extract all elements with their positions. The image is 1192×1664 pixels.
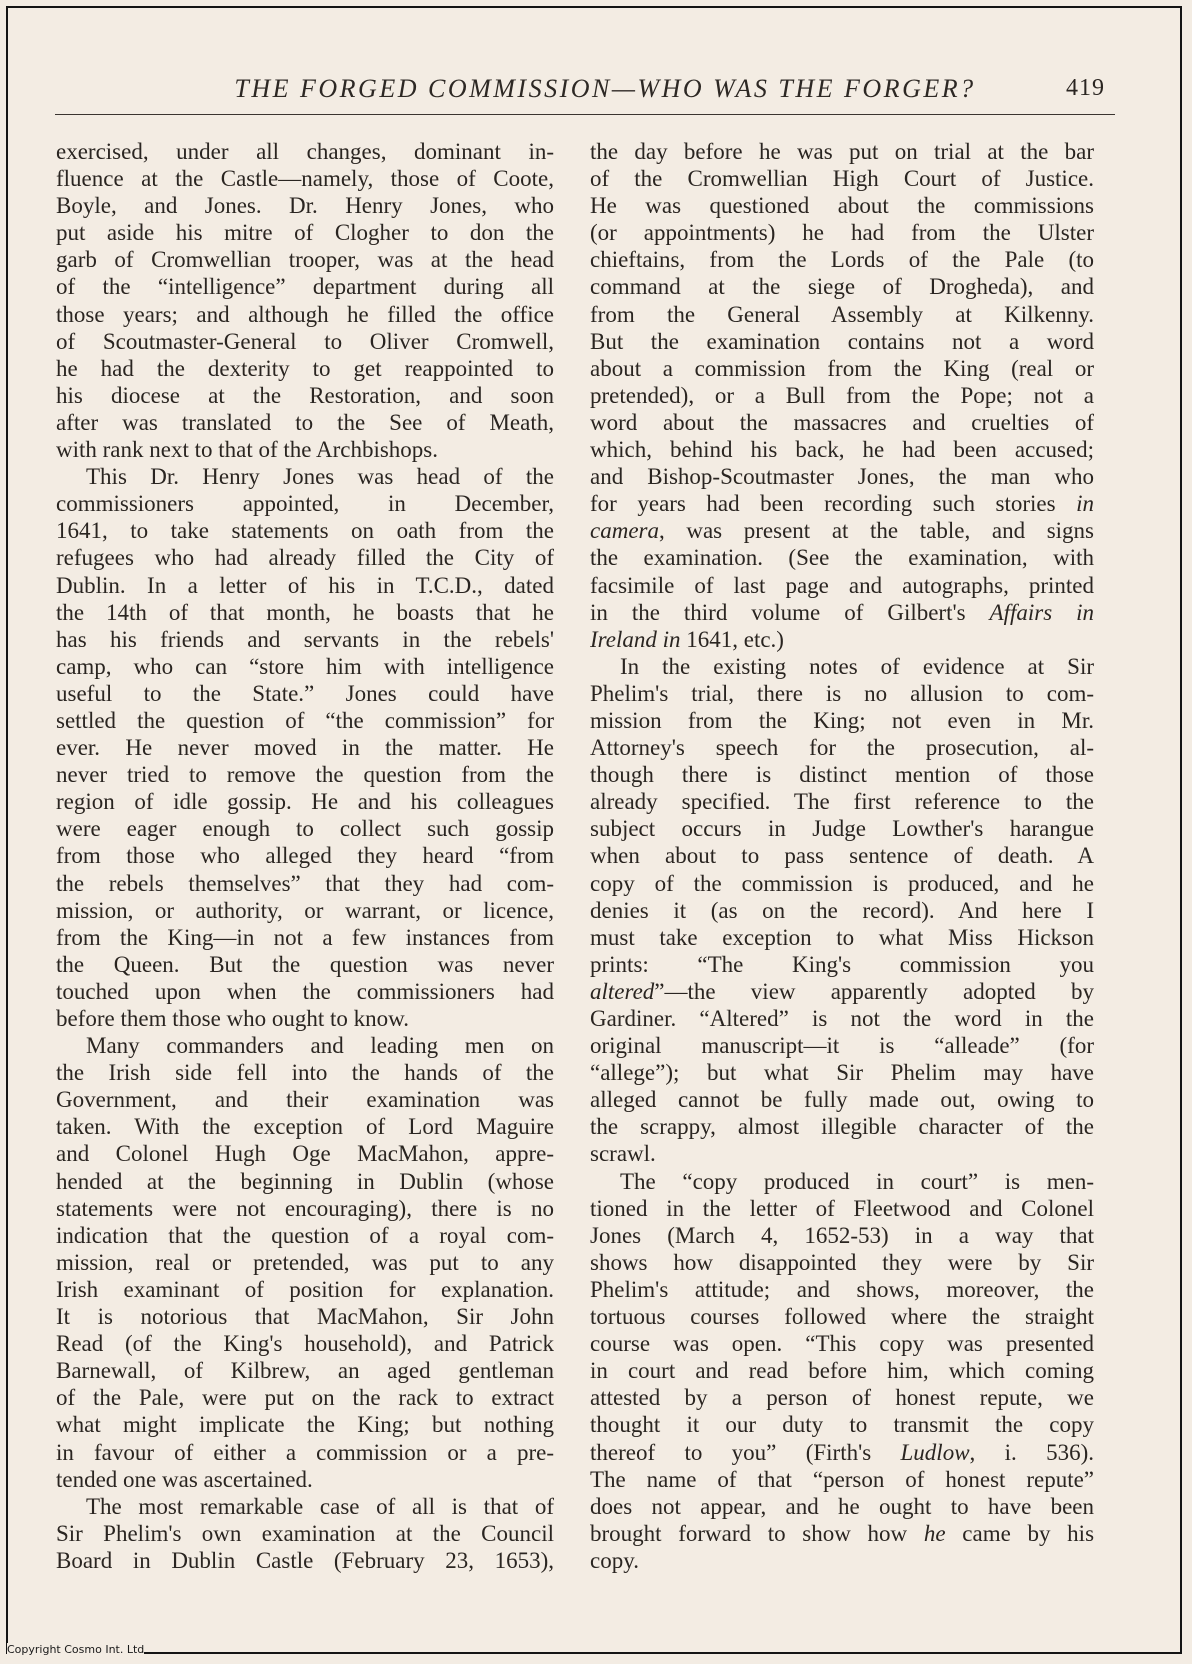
text-line: (or appointments) he had from the Ulster <box>590 220 1094 246</box>
text-line: already specified. The first reference to the <box>590 789 1094 815</box>
text-line: tioned in the letter of Fleetwood and Colonel <box>590 1195 1094 1221</box>
text-line: when about to pass sentence of death. A <box>590 843 1094 869</box>
text-line: Irish examinant of position for explanation. <box>56 1276 554 1302</box>
text-line: in favour of either a commission or a pre- <box>56 1439 554 1465</box>
text-run: for years had been recording such stories <box>590 491 1056 517</box>
text-line: the rebels themselves” that they had com- <box>56 870 554 896</box>
text-line: mission, or authority, or warrant, or licence, <box>56 897 554 923</box>
text-line: of the Cromwellian High Court of Justice. <box>590 166 1094 192</box>
text-line: It is notorious that MacMahon, Sir John <box>56 1304 554 1330</box>
text-line: Jones (March 4, 1652-53) in a way that <box>590 1222 1094 1248</box>
text-line: region of idle gossip. He and his colleagues <box>56 789 554 815</box>
text-line: copy of the commission is produced, and he <box>590 870 1094 896</box>
page-header <box>55 74 1115 115</box>
italic-run: camera <box>590 518 659 544</box>
text-line: settled the question of “the commission” for <box>56 707 554 733</box>
text-line: Many commanders and leading men on <box>86 1033 554 1059</box>
text-line: tended one was ascertained. <box>56 1466 313 1492</box>
text-line: were eager enough to collect such gossip <box>56 816 554 842</box>
text-line: chieftains, from the Lords of the Pale (to <box>590 247 1094 273</box>
text-line: alleged cannot be fully made out, owing to <box>590 1087 1094 1113</box>
text-line: Boyle, and Jones. Dr. Henry Jones, who <box>56 193 554 219</box>
italic-run: he <box>923 1520 946 1546</box>
text-run: , was present at the table, and signs <box>658 518 1094 544</box>
text-line: original manuscript—it is “alleade” (for <box>590 1033 1094 1059</box>
text-line: the 14th of that month, he boasts that he <box>56 599 554 625</box>
text-line: This Dr. Henry Jones was head of the <box>86 464 554 490</box>
text-line: “allege”); but what Sir Phelim may have <box>590 1060 1094 1086</box>
italic-run: altered <box>590 978 655 1004</box>
text-line: denies it (as on the record). And here I <box>590 897 1094 923</box>
text-line: after was translated to the See of Meath, <box>56 409 554 435</box>
text-line: about a commission from the King (real or <box>590 355 1094 381</box>
text-line: from those who alleged they heard “from <box>56 843 554 869</box>
text-line: attested by a person of honest repute, we <box>590 1385 1094 1411</box>
text-run: 1641, etc.) <box>680 626 784 652</box>
right-column <box>590 138 1094 1574</box>
text-line: indication that the question of a royal com- <box>56 1222 554 1248</box>
text-line: thought it our duty to transmit the copy <box>590 1412 1094 1438</box>
text-line: though there is distinct mention of those <box>590 762 1094 788</box>
running-title: THE FORGED COMMISSION—WHO WAS THE FORGER? <box>234 74 976 103</box>
text-line: facsimile of last page and autographs, printed <box>590 572 1094 598</box>
text-line: of the “intelligence” department during all <box>56 274 554 300</box>
text-line: in court and read before him, which coming <box>590 1358 1094 1384</box>
text-line: mission, real or pretended, was put to any <box>56 1249 554 1275</box>
text-line: the examination. (See the examination, with <box>590 545 1094 571</box>
text-line: subject occurs in Judge Lowther's harangue <box>590 816 1094 842</box>
italic-run: Ludlow <box>900 1439 970 1465</box>
text-line: exercised, under all changes, dominant in- <box>56 139 554 164</box>
text-line: Attorney's speech for the prosecution, al- <box>590 735 1094 761</box>
text-line: has his friends and servants in the rebels' <box>56 626 554 652</box>
text-line <box>590 599 1094 626</box>
text-line: the Irish side fell into the hands of the <box>56 1060 554 1086</box>
text-line: Dublin. In a letter of his in T.C.D., dated <box>56 572 554 598</box>
copyright-notice: Copyright Cosmo Int. Ltd <box>7 1643 145 1656</box>
text-run: in the third volume of Gilbert's <box>590 599 966 625</box>
text-line: refugees who had already filled the City of <box>56 545 554 571</box>
text-line: from the King—in not a few instances from <box>56 924 554 950</box>
text-line: which, behind his back, he had been accused; <box>590 437 1094 463</box>
text-line: of the Pale, were put on the rack to extract <box>56 1385 554 1411</box>
text-line: pretended), or a Bull from the Pope; not a <box>590 382 1094 408</box>
text-line: fluence at the Castle—namely, those of Coote, <box>56 166 554 192</box>
text-line <box>590 1439 1094 1466</box>
text-line: command at the siege of Drogheda), and <box>590 274 1094 300</box>
text-line: before them those who ought to know. <box>56 1006 410 1031</box>
text-line: word about the massacres and cruelties of <box>590 409 1094 435</box>
text-line: The “copy produced in court” is men- <box>620 1168 1094 1194</box>
text-line: Gardiner. “Altered” is not the word in the <box>590 1006 1094 1031</box>
text-line: Phelim's trial, there is no allusion to com- <box>590 680 1094 706</box>
text-run: thereof to you” (Firth's <box>590 1439 872 1465</box>
text-line: the scrappy, almost illegible character of the <box>590 1114 1094 1140</box>
text-line: 1641, to take statements on oath from the <box>56 518 554 544</box>
italic-run: Affairs in <box>989 599 1094 625</box>
text-line: and Bishop-Scoutmaster Jones, the man who <box>590 464 1094 490</box>
text-line: touched upon when the commissioners had <box>56 978 554 1004</box>
text-line: ever. He never moved in the matter. He <box>56 735 554 761</box>
text-line: must take exception to what Miss Hickson <box>590 924 1094 950</box>
text-line: put aside his mitre of Clogher to don the <box>56 220 554 246</box>
text-line <box>590 626 1094 653</box>
text-line: course was open. “This copy was presented <box>590 1331 1094 1357</box>
text-line: He was questioned about the commissions <box>590 193 1094 219</box>
text-line: camp, who can “store him with intelligence <box>56 653 554 679</box>
text-line: of Scoutmaster-General to Oliver Cromwell, <box>56 328 554 354</box>
text-line: Sir Phelim's own examination at the Council <box>56 1520 554 1546</box>
italic-run: Ireland in <box>590 626 681 652</box>
text-line: those years; and although he filled the office <box>56 301 554 327</box>
text-line: hended at the beginning in Dublin (whose <box>56 1168 554 1194</box>
text-run: came by his <box>945 1520 1094 1546</box>
text-line: statements were not encouraging), there is no <box>56 1195 554 1221</box>
text-line <box>590 517 1094 544</box>
text-line: his diocese at the Restoration, and soon <box>56 382 554 408</box>
left-column <box>56 138 554 1574</box>
text-line: commissioners appointed, in December, <box>56 491 554 517</box>
text-line: never tried to remove the question from the <box>56 762 554 788</box>
text-line: shows how disappointed they were by Sir <box>590 1249 1094 1275</box>
text-line: Board in Dublin Castle (February 23, 1653), <box>56 1547 554 1573</box>
text-line: copy. <box>590 1547 639 1573</box>
text-line: Read (of the King's household), and Patrick <box>56 1331 554 1357</box>
italic-run: in <box>1076 491 1094 517</box>
text-line: But the examination contains not a word <box>590 328 1094 354</box>
text-line: taken. With the exception of Lord Maguire <box>56 1114 554 1140</box>
text-run: ”—the view apparently adopted by <box>654 978 1094 1004</box>
text-line <box>590 490 1094 517</box>
text-line: what might implicate the King; but nothing <box>56 1412 554 1438</box>
text-line: Government, and their examination was <box>56 1087 554 1113</box>
text-line: Barnewall, of Kilbrew, an aged gentleman <box>56 1358 554 1384</box>
text-line: does not appear, and he ought to have been <box>590 1493 1094 1519</box>
text-run: , i. 536). <box>969 1439 1094 1465</box>
text-line: Phelim's attitude; and shows, moreover, the <box>590 1276 1094 1302</box>
text-line: from the General Assembly at Kilkenny. <box>590 301 1094 327</box>
text-line <box>590 1520 1094 1547</box>
text-line: useful to the State.” Jones could have <box>56 680 554 706</box>
text-line: prints: “The King's commission you <box>590 951 1094 977</box>
text-line: The most remarkable case of all is that of <box>86 1493 554 1519</box>
text-line: scrawl. <box>590 1141 656 1167</box>
text-line: tortuous courses followed where the straight <box>590 1304 1094 1330</box>
text-line: The name of that “person of honest repute” <box>590 1466 1094 1492</box>
text-line <box>590 978 1094 1005</box>
text-run: brought forward to show how <box>590 1520 908 1546</box>
text-line: the day before he was put on trial at the bar <box>590 139 1094 164</box>
text-line: mission from the King; not even in Mr. <box>590 707 1094 733</box>
text-line: and Colonel Hugh Oge MacMahon, appre- <box>56 1141 554 1167</box>
text-line: In the existing notes of evidence at Sir <box>620 653 1094 679</box>
text-line: with rank next to that of the Archbishops. <box>56 437 438 463</box>
text-line: the Queen. But the question was never <box>56 951 554 977</box>
page-number: 419 <box>1066 75 1105 101</box>
text-line: he had the dexterity to get reappointed to <box>56 355 554 381</box>
text-line: garb of Cromwellian trooper, was at the head <box>56 247 554 273</box>
